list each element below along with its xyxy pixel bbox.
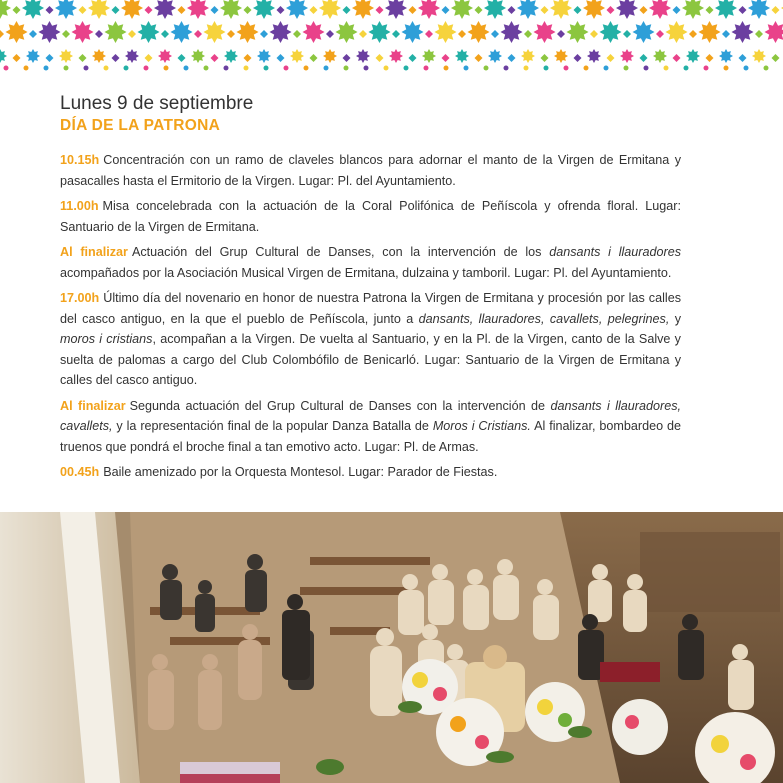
pattern-dot <box>624 66 629 71</box>
pattern-star <box>534 21 556 43</box>
pattern-diamond <box>0 30 4 38</box>
pattern-diamond <box>310 6 318 14</box>
church-photo <box>0 512 783 783</box>
pattern-star <box>154 0 176 19</box>
pattern-star <box>92 49 106 63</box>
pattern-diamond <box>590 30 598 38</box>
pattern-star <box>121 0 143 19</box>
pattern-star <box>138 21 160 43</box>
entry-text-italic: dansants, llauradores, cavallets, pelegrines, <box>418 311 670 326</box>
pattern-diamond <box>755 30 763 38</box>
pattern-diamond <box>772 54 780 62</box>
pattern-dot <box>644 66 649 71</box>
pattern-diamond <box>409 6 417 14</box>
pattern-diamond <box>640 6 648 14</box>
pattern-diamond <box>574 54 582 62</box>
pattern-star <box>105 21 127 43</box>
pattern-star <box>369 21 391 43</box>
pattern-diamond <box>409 54 417 62</box>
pattern-diamond <box>689 30 697 38</box>
pattern-star <box>468 21 490 43</box>
pattern-dot <box>24 66 29 71</box>
pattern-diamond <box>211 6 219 14</box>
pattern-dot <box>664 66 669 71</box>
entry-text-italic: dansants i llauradores <box>549 245 682 259</box>
entry-text: , acompañan a la Virgen. De vuelta al Santuario, y en la Pl. de la Virgen, canto de la Salve y suelta de palomas a cargo del Club Colombófilo de Benicarló. Lugar: Santuario de la Virgen de Ermitana y calles del casco antiguo. <box>60 332 681 387</box>
pattern-diamond <box>178 54 186 62</box>
program-content <box>60 92 681 488</box>
pattern-star <box>455 49 469 63</box>
pattern-star <box>389 49 403 63</box>
pattern-diamond <box>541 54 549 62</box>
pattern-star <box>187 0 209 19</box>
pattern-diamond <box>392 30 400 38</box>
pattern-star <box>488 49 502 63</box>
entry-text: y <box>669 311 682 326</box>
schedule-entry <box>60 288 681 391</box>
pattern-star <box>435 21 457 43</box>
pattern-diamond <box>62 30 70 38</box>
pattern-dot <box>764 66 769 71</box>
pattern-dot <box>724 66 729 71</box>
entry-text: Concentración con un ramo de claveles blancos para adornar el manto de la Virgen de Ermitana y pasacalles hasta el Ermitorio de la Virgen. Lugar: Pl. del Ayuntamiento. <box>60 153 681 188</box>
pattern-star <box>356 49 370 63</box>
pattern-dot <box>4 66 9 71</box>
pattern-diamond <box>260 30 268 38</box>
pattern-dot <box>524 66 529 71</box>
entry-time: 00.45h <box>60 465 100 479</box>
entry-text: Segunda actuación del Grup Cultural de Danses con la intervención de <box>129 398 551 413</box>
pattern-diamond <box>227 30 235 38</box>
pattern-diamond <box>161 30 169 38</box>
pattern-star <box>220 0 242 19</box>
entry-text: Al finalizar, bombardeo de truenos que pondrá el broche final a tan emotivo acto. Lugar: Pl. de Armas. <box>60 419 681 454</box>
pattern-star <box>88 0 110 19</box>
pattern-diamond <box>293 30 301 38</box>
day-date: Lunes 9 de septiembre <box>60 93 254 114</box>
pattern-diamond <box>425 30 433 38</box>
pattern-star <box>323 49 337 63</box>
pattern-star <box>521 49 535 63</box>
decorative-star-pattern <box>0 0 783 80</box>
pattern-star <box>171 21 193 43</box>
pattern-diamond <box>376 6 384 14</box>
pattern-dot <box>604 66 609 71</box>
pattern-dot <box>424 66 429 71</box>
pattern-star <box>587 49 601 63</box>
pattern-dot <box>324 66 329 71</box>
pattern-diamond <box>524 30 532 38</box>
feast-title: DÍA DE LA PATRONA <box>60 117 221 134</box>
pattern-dot <box>164 66 169 71</box>
pattern-diamond <box>656 30 664 38</box>
schedule-list <box>60 150 681 483</box>
pattern-dot <box>564 66 569 71</box>
schedule-entry <box>60 196 681 237</box>
pattern-diamond <box>13 6 21 14</box>
pattern-diamond <box>442 54 450 62</box>
pattern-diamond <box>541 6 549 14</box>
pattern-diamond <box>359 30 367 38</box>
entry-time: 10.15h <box>60 153 100 167</box>
pattern-dot <box>104 66 109 71</box>
pattern-star <box>6 21 28 43</box>
pattern-star <box>765 21 783 43</box>
pattern-star <box>715 0 737 19</box>
pattern-star <box>501 21 523 43</box>
pattern-dot <box>584 66 589 71</box>
pattern-star <box>319 0 341 19</box>
schedule-entry <box>60 396 681 458</box>
pattern-diamond <box>343 54 351 62</box>
pattern-dot <box>744 66 749 71</box>
pattern-dot <box>484 66 489 71</box>
pattern-diamond <box>79 54 87 62</box>
pattern-star <box>257 49 271 63</box>
pattern-dot <box>264 66 269 71</box>
entry-text-italic: dansants i llauradores, cavallets, <box>60 398 681 433</box>
pattern-diamond <box>442 6 450 14</box>
pattern-star <box>352 0 374 19</box>
pattern-diamond <box>128 30 136 38</box>
pattern-diamond <box>29 30 37 38</box>
pattern-star <box>0 0 11 19</box>
pattern-star <box>633 21 655 43</box>
pattern-star <box>719 49 733 63</box>
pattern-star <box>653 49 667 63</box>
pattern-star <box>270 21 292 43</box>
pattern-star <box>224 49 238 63</box>
pattern-diamond <box>706 6 714 14</box>
pattern-diamond <box>13 54 21 62</box>
schedule-entry <box>60 242 681 283</box>
pattern-star <box>748 0 770 19</box>
pattern-diamond <box>475 54 483 62</box>
pattern-diamond <box>46 6 54 14</box>
pattern-diamond <box>211 54 219 62</box>
pattern-star <box>567 21 589 43</box>
pattern-dot <box>504 66 509 71</box>
entry-time: Al finalizar <box>60 245 128 259</box>
pattern-star <box>600 21 622 43</box>
entry-text-italic: moros i cristians <box>60 332 153 346</box>
pattern-dot <box>144 66 149 71</box>
pattern-diamond <box>491 30 499 38</box>
pattern-star <box>385 0 407 19</box>
pattern-star <box>550 0 572 19</box>
pattern-star <box>517 0 539 19</box>
pattern-diamond <box>145 6 153 14</box>
pattern-star <box>418 0 440 19</box>
entry-time: Al finalizar <box>60 398 126 413</box>
pattern-dot <box>544 66 549 71</box>
pattern-dot <box>204 66 209 71</box>
entry-text: acompañados por la Asociación Musical Virgen de Ermitana, dulzaina y tamboril. Lugar: Pl. del Ayuntamiento. <box>60 265 672 280</box>
pattern-star <box>484 0 506 19</box>
pattern-diamond <box>772 6 780 14</box>
pattern-star <box>699 21 721 43</box>
pattern-diamond <box>673 54 681 62</box>
pattern-dot <box>64 66 69 71</box>
pattern-star <box>649 0 671 19</box>
pattern-star <box>620 49 634 63</box>
pattern-star <box>59 49 73 63</box>
pattern-dot <box>124 66 129 71</box>
pattern-star <box>752 49 766 63</box>
schedule-entry <box>60 150 681 191</box>
pattern-star <box>616 0 638 19</box>
pattern-dot <box>404 66 409 71</box>
pattern-diamond <box>244 54 252 62</box>
entry-time: 11.00h <box>60 199 99 213</box>
entry-text: Actuación del Grup Cultural de Danses, con la intervención de los <box>131 245 550 259</box>
schedule-entry <box>60 462 681 483</box>
pattern-diamond <box>46 54 54 62</box>
pattern-diamond <box>706 54 714 62</box>
pattern-dot <box>84 66 89 71</box>
entry-text: y la representación final de la popular Danza Batalla de <box>112 419 433 433</box>
pattern-diamond <box>475 6 483 14</box>
pattern-star <box>0 49 7 63</box>
pattern-star <box>583 0 605 19</box>
pattern-dot <box>304 66 309 71</box>
pattern-star <box>682 0 704 19</box>
pattern-diamond <box>95 30 103 38</box>
pattern-star <box>303 21 325 43</box>
pattern-dot <box>284 66 289 71</box>
pattern-diamond <box>112 54 120 62</box>
pattern-diamond <box>607 6 615 14</box>
pattern-diamond <box>607 54 615 62</box>
pattern-dot <box>384 66 389 71</box>
pattern-star <box>158 49 172 63</box>
entry-text-italic: Moros i Cristians. <box>432 419 531 433</box>
pattern-diamond <box>277 54 285 62</box>
pattern-dot <box>224 66 229 71</box>
pattern-diamond <box>739 6 747 14</box>
pattern-star <box>290 49 304 63</box>
pattern-dot <box>184 66 189 71</box>
pattern-star <box>55 0 77 19</box>
pattern-star <box>237 21 259 43</box>
pattern-star <box>125 49 139 63</box>
pattern-diamond <box>178 6 186 14</box>
pattern-diamond <box>739 54 747 62</box>
pattern-star <box>451 0 473 19</box>
pattern-star <box>336 21 358 43</box>
pattern-dot <box>244 66 249 71</box>
pattern-star <box>402 21 424 43</box>
pattern-diamond <box>557 30 565 38</box>
pattern-star <box>26 49 40 63</box>
pattern-star <box>554 49 568 63</box>
pattern-star <box>422 49 436 63</box>
pattern-diamond <box>623 30 631 38</box>
pattern-diamond <box>310 54 318 62</box>
pattern-star <box>191 49 205 63</box>
pattern-star <box>286 0 308 19</box>
pattern-diamond <box>673 6 681 14</box>
pattern-diamond <box>458 30 466 38</box>
pattern-diamond <box>244 6 252 14</box>
pattern-star <box>686 49 700 63</box>
entry-text: Baile amenizado por la Orquesta Montesol. Lugar: Parador de Fiestas. <box>103 465 498 479</box>
pattern-dot <box>684 66 689 71</box>
pattern-diamond <box>722 30 730 38</box>
pattern-diamond <box>508 6 516 14</box>
pattern-diamond <box>145 54 153 62</box>
pattern-star <box>204 21 226 43</box>
pattern-diamond <box>79 6 87 14</box>
pattern-diamond <box>326 30 334 38</box>
pattern-diamond <box>574 6 582 14</box>
pattern-dot <box>704 66 709 71</box>
entry-time: 17.00h <box>60 291 100 305</box>
pattern-star <box>666 21 688 43</box>
pattern-diamond <box>112 6 120 14</box>
pattern-diamond <box>343 6 351 14</box>
pattern-star <box>72 21 94 43</box>
pattern-diamond <box>194 30 202 38</box>
pattern-diamond <box>376 54 384 62</box>
pattern-diamond <box>508 54 516 62</box>
pattern-dot <box>364 66 369 71</box>
pattern-star <box>39 21 61 43</box>
pattern-star <box>253 0 275 19</box>
pattern-dot <box>44 66 49 71</box>
pattern-dot <box>464 66 469 71</box>
pattern-dot <box>444 66 449 71</box>
pattern-star <box>732 21 754 43</box>
pattern-diamond <box>277 6 285 14</box>
pattern-dot <box>344 66 349 71</box>
entry-text: Último día del novenario en honor de nuestra Patrona la Virgen de Ermitana y procesión por las calles del casco antiguo, en la que el pueblo de Peñíscola, junto a <box>60 291 681 326</box>
entry-text: Misa concelebrada con la actuación de la Coral Polifónica de Peñíscola y ofrenda floral. Lugar: Santuario de la Virgen de Ermitana. <box>60 199 681 234</box>
pattern-star <box>22 0 44 19</box>
pattern-diamond <box>640 54 648 62</box>
